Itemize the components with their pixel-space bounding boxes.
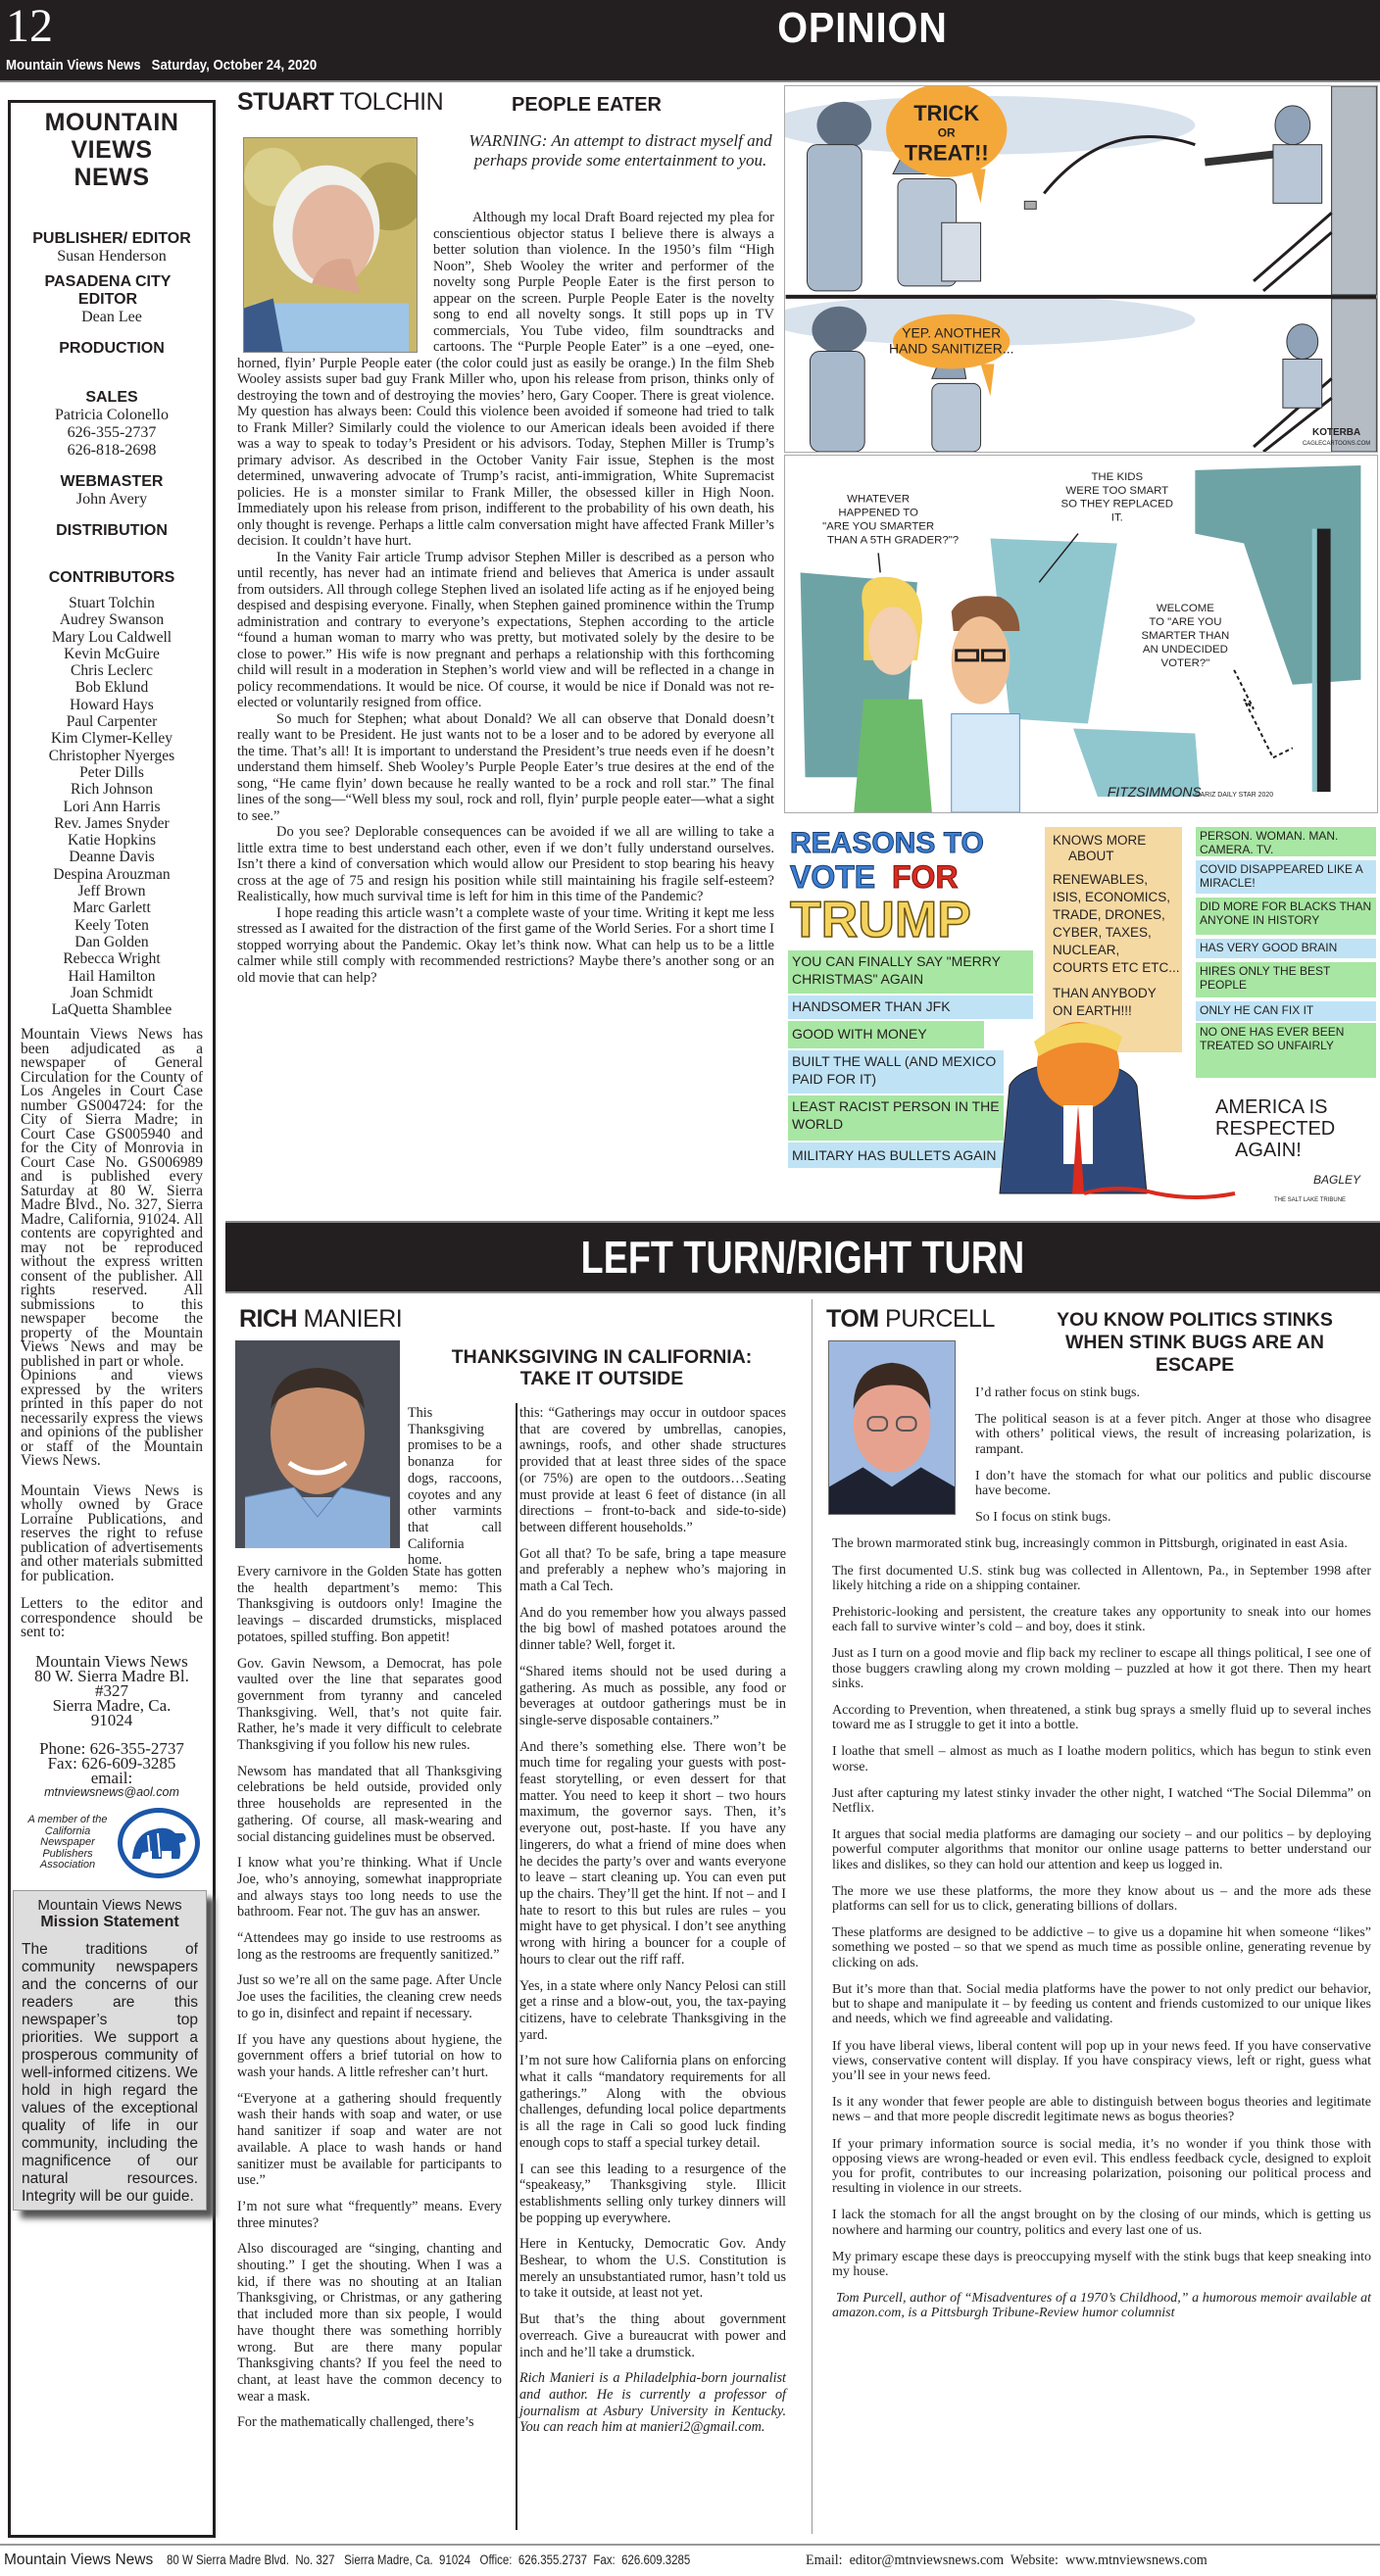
svg-text:TREAT!!: TREAT!! — [904, 140, 989, 166]
contributor-name: Jeff Brown — [77, 883, 146, 900]
contributor-name: Lori Ann Harris — [63, 798, 161, 815]
article-col-2 — [519, 1405, 786, 2446]
svg-text:RENEWABLES,: RENEWABLES, — [1053, 872, 1149, 887]
footer-address: 80 W Sierra Madre Blvd. No. 327 Sierra Madre, Ca. 91024 Office: 626.355.2737 Fax: 626.609.3285 — [167, 2552, 691, 2567]
paragraph: And there’s something else. There won’t be much time for regaling your guests with post-feast storytelling, or even dessert for that matter. You need to keep it short – two hours maximum, the governor says. Then, it’s everyone out, post-haste. If you have any lingerers, do what a friend of mine does when he decides the party’s over and wants everyone to leave – start cleaning up. You can even put up the chairs. They’ll get the hint. If not – and I hate to resort to this but rules are rules – you might have to get physical. I don’t see anything wrong with hiring a bouncer for a couple of hours to clear out the riff raff. — [519, 1738, 786, 1968]
fax: Fax: 626-609-3285 — [47, 1753, 176, 1773]
sidebar-title: MOUNTAIN VIEWS NEWS — [44, 109, 179, 191]
contributor-name: Deanne Davis — [69, 849, 155, 866]
author-bio: Rich Manieri is a Philadelphia-born journalist and author. He is currently a professor of journalism at Asbury University in Kentucky. You can reach him at manieri2@gmail.com. — [519, 2370, 786, 2436]
contributor-name: Katie Hopkins — [68, 832, 156, 850]
paragraph: It argues that social media platforms are damaging our society – and our politics – by deploying powerful computer algorithms that monitor our online usage patterns to better understand our likes and dislikes, so they can hold our attention and keep us logged in. — [832, 1827, 1371, 1872]
paragraph: this: “Gatherings may occur in outdoor spaces that are covered by umbrellas, canopies, awnings, roofs, and other shade structures provided that at least three sides of the space (or 75%) are open to the outdoors…Seating must provide at least 6 feet of distance (in all directions – front-to-back and side-to-side) between different households.” — [519, 1405, 786, 1535]
svg-text:©ARIZ DAILY STAR 2020: ©ARIZ DAILY STAR 2020 — [1195, 792, 1274, 800]
svg-text:RESPECTED: RESPECTED — [1215, 1118, 1336, 1140]
svg-text:WELCOME: WELCOME — [1156, 603, 1214, 615]
cnpa-bear-logo-icon — [118, 1808, 200, 1878]
byline: STUART TOLCHIN — [237, 88, 444, 116]
paragraph: I lack the stomach for all the angst brought on by the closing of our minds, which is getting us nowhere and harming our country, politics and every last one of us. — [832, 2208, 1371, 2238]
cartoonist-signature: KOTERBA — [1312, 427, 1361, 439]
staff-role: PUBLISHER/ EDITOR — [32, 230, 191, 247]
paragraph: The more we use these platforms, the more they know about us – and the more ads these platforms can sell for us to click, generating billions of dollars. — [832, 1883, 1371, 1915]
staff-phone: 626-355-2737 — [67, 424, 157, 441]
masthead — [0, 0, 1380, 82]
svg-text:IT.: IT. — [1110, 511, 1123, 524]
headline: PEOPLE EATER — [512, 94, 662, 116]
paragraph: “Attendees may go inside to use restrooms as long as the restrooms are frequently sanitized.” — [237, 1930, 502, 1963]
contributor-name: Paul Carpenter — [66, 713, 158, 731]
paragraph: Just so we’re all on the same page. After Uncle Joe uses the facilities, the cleaning crew needs to go in, disinfect and repaint if necessary. — [237, 1972, 502, 2021]
staff-role: PASADENA CITY EDITOR — [44, 273, 172, 308]
contributor-name: Howard Hays — [70, 696, 154, 713]
svg-text:FOR: FOR — [892, 859, 959, 895]
paragraph: If you have any questions about hygiene, the government offers a brief tutorial on how to wash your hands. A little refresher can’t hurt. — [237, 2031, 502, 2080]
svg-text:THE KIDS: THE KIDS — [1091, 470, 1144, 483]
contributor-name: Rich Johnson — [71, 781, 153, 799]
contributor-name: Stuart Tolchin — [69, 595, 155, 611]
svg-text:THAN ANYBODY: THAN ANYBODY — [1053, 986, 1157, 1000]
staff-name: Susan Henderson — [57, 248, 167, 265]
paragraph: The political season is at a fever pitch. Anger at those who disagree with others’ political views, the result of increasing polarization, is rampant. — [975, 1412, 1371, 1457]
paragraph: “Shared items should not be used during a gathering. As much as possible, any food or beverages at outdoor gatherings must be in single-serve disposable containers.” — [519, 1663, 786, 1728]
headline: THANKSGIVING IN CALIFORNIA: TAKE IT OUTSIDE — [451, 1346, 753, 1389]
bubble-text: WHATEVER — [847, 493, 911, 506]
svg-text:CAGLECARTOONS.COM: CAGLECARTOONS.COM — [1302, 441, 1371, 448]
cartoon-title: REASONS TO — [790, 827, 984, 859]
paragraph: I’m not sure how California plans on enforcing what it calls “mandatory requirements for all gatherings.” Along with the obvious challenges, defunding local police departments is all the rage in Cali so good luck finding enough cops to staff a special turkey detail. — [519, 2053, 786, 2151]
lead-paragraph: This Thanksgiving promises to be a bonanza for dogs, raccoons, coyotes and any other varmints that call California home. — [408, 1405, 502, 1569]
paragraph: Here in Kentucky, Democratic Gov. Andy Beshear, to whom the U.S. Constitution is merely an unsubstantiated rumor, hasn’t told us to take it outside, at least not yet. — [519, 2236, 786, 2302]
svg-text:OR: OR — [937, 125, 956, 140]
cartoonist-signature: FITZSIMMONS — [1107, 784, 1202, 801]
contributor-name: Despina Arouzman — [53, 865, 171, 883]
contributor-name: Kevin McGuire — [64, 645, 160, 662]
contributor-name: Rev. James Snyder — [54, 814, 170, 832]
svg-text:AGAIN!: AGAIN! — [1235, 1140, 1302, 1161]
svg-text:NUCLEAR,: NUCLEAR, — [1053, 943, 1120, 957]
ownership-notice: Mountain Views News is wholly owned by Grace Lorraine Publications, and reserves the right to refuse publication of advertisements and other materials submitted for publication. — [21, 1482, 203, 1584]
paragraph: Also discouraged are “singing, chanting and shouting.” I get the shouting. When I was a kid, if there was no shouting at an Italian Thanksgiving, or Christmas, or any gathering that included more than six people, I would have thought there was something horribly wrong. But are there many popular Thanksgiving chants? If you feel the need to chant, at least have the common decency to wear a mask. — [237, 2241, 502, 2405]
contributor-name: Rebecca Wright — [63, 950, 161, 968]
adjudication-notice: Mountain Views News has been adjudicated as a newspaper of General Circulation for the County of Los Angeles in Court Case number GS004724: for the City of Sierra Madre; in Court Case GS005940 and for the City of Monrovia in Court Case No. GS006989 and is published every Saturday at 80 W. Sierra Madre Blvd., No. 327, Sierra Madre, California, 91024. All contents are copyrighted and may not be reproduced without the express written consent of the publisher. All rights reserved. All submissions to this newspaper become the property of the Mountain Views News and may be published in part or whole. — [21, 1026, 203, 1370]
contributor-name: Dan Golden — [74, 933, 149, 950]
svg-text:HAND SANITIZER...: HAND SANITIZER... — [888, 340, 1014, 357]
author-bio: Tom Purcell, author of “Misadventures of a 1970’s Childhood,” a humorous memoir available at amazon.com, is a Pittsburgh Tribune-Review humor columnist — [832, 2291, 1371, 2321]
svg-text:TO "ARE YOU: TO "ARE YOU — [1149, 616, 1222, 629]
svg-text:SO THEY REPLACED: SO THEY REPLACED — [1060, 498, 1174, 510]
paragraph: These platforms are designed to be addictive – to give us a dopamine hit when someone “likes” something we posted – so that we spend as much time as possible online, generating revenue by clicking on ads. — [832, 1925, 1371, 1970]
page-footer — [0, 2544, 1380, 2576]
svg-text:HAPPENED TO: HAPPENED TO — [838, 507, 918, 519]
column-divider — [516, 1403, 518, 2530]
paragraph: My primary escape these days is preoccupying myself with the stink bugs that keep sneaking into my house. — [832, 2249, 1371, 2279]
paragraph: For the mathematically challenged, there’s — [237, 2414, 474, 2431]
article-body: Although my local Draft Board rejected my plea for conscientious objector status I believe there is always a better solution than violence. In the 1950’s film “High Noon”, Sheb Wooley the writer and performer of the novelty song Purple People Eater is the first person to appear on the screen. Purple People Eater is the novelty song to end all novelty songs. It still pops up in TV commercials, You Tube video, film soundtracks and cartoons. The “Purple People Eater” is a one –eyed, one-horned, flyin’ Purple People eater (the color could just as easily be orange.) In the film Sheb Wooley assists super bad guy Frank Miller who, upon his release from prison, thinks only of destroying the town and of destroying the movies’ hero, Gary Cooper. There is great violence. My question has always been: Could this violence been avoided if someone had tried to talk to Frank Miller? Similarly could the violence to our American ideals been avoided if there was a way to speak to today’s President or his advisors. Today, Stephen Miller is Trump’s primary advisor. As described in the October Vanity Fair issue, Stephen is the most determined, unwavering advocate of Trump’s racist, anti-immigration, White Supremacist policies. He is a monster similar to Frank Miller, the obsessed killer in High Noon. Immediately upon his release from prison, indifferent to the probability of his own death, his only thought is revenge. Perhaps a little calm conversation might have affected Frank Miller’s decision. It couldn’t have hurt. In the Vanity Fair article Trump advisor Stephen Miller is described as a person who until recently, has never had an intimate friend and believes that America is under assault from outsiders. All through college Stephen lived an isolated life acting as if he enjoyed being despised and despising everyone. Finally, when Stephen gained prominence within the Trump administration and contrary to everyone’s expectations, Stephen according to the article “found a human woman to marry who was pretty, but motivated solely by the desire to be close to power.” His wife is now pregnant and perhaps a relationship with this forthcoming child will result in a moderation in Stephen’s world view and will be reflected in a change in policy recommendations. It would be nice. Of course, it would be nice if Donald was not re-elected or voluntarily resigned from office. So much for Stephen; what about Donald? We all can observe that Donald doesn’t really want to be President. He just wants not to be a loser and to be adored by everyone all the time. That’s all! It is important to understand the President’s true needs even if he doesn’t understand them himself. Sheb Wooley’s Purple People Eater’s true desires at the end of the song, “He came flyin’ down because he really wanted to be a rock and roll star.” The final lines of the song—“Well bless my soul, rock and roll, flyin’ purple people eater—what a sight to see.” Do you see? Deplorable consequences can be avoided if we all are willing to take a little extra time to best understand each other, even if we don’t fully understand ourselves. Isn’t there a kind of conversation which would allow our President to stop bearing his heavy cross at the age of 75 and resign his position while still maintaining his fragile self-esteem? Realistically, how much survival time is left for him in this time of the Pandemic? I hope reading this article wasn’t a complete waste of your time. Writing it kept me less stressed as I awaited for the distraction of the first game of the World Series. For a short time I stopped worrying about the Pandemic. Okay let’s think now. What can help us to be a little calmer while still comply with recommended restrictions? Maybe there’s another song or an old movie that can help? — [237, 210, 774, 986]
paragraph: According to Prevention, when threatened, a stink bug sprays a smelly fluid up to several inches toward me as I struggle to get it into a bottle. — [832, 1703, 1371, 1733]
paragraph: Got all that? To be safe, bring a tape measure and preferably a nephew who’s majoring in math a Cal Tech. — [519, 1545, 786, 1595]
bubble-text: TRICK — [913, 100, 980, 125]
paragraph: Yes, in a state where only Nancy Pelosi can still get a rinse and a blow-out, you, the tax-paying citizens, have to celebrate Thanksgiving in the yard. — [519, 1977, 787, 2043]
staff-phone: 626-818-2698 — [67, 442, 157, 459]
paragraph: Prehistoric-looking and persistent, the creature takes any opportunity to sneak into our homes each fall to survive winter’s cold – and boy, does it stink. — [832, 1605, 1371, 1635]
svg-text:YEP. ANOTHER: YEP. ANOTHER — [902, 324, 1002, 341]
staff-role: PRODUCTION — [59, 340, 165, 357]
paragraph: I can see this leading to a resurgence of the “speakeasy,” Thanksgiving style. Illicit establishments selling only turkey dinners will be popping up everywhere. — [519, 2161, 786, 2226]
paragraph: Newsom has mandated that all Thanksgiving celebrations be held outside, provided only three households are represented in the gathering. Of course, all mask-wearing and social distancing guidelines must be observed. — [237, 1763, 502, 1845]
paragraph: “Everyone at a gathering should frequently wash their hands with soap and water, or use hand sanitizer if soap and water are not available. A place to wash hands or hand sanitizer must be available for participants to use.” — [237, 2090, 502, 2189]
staff-role: WEBMASTER — [60, 473, 164, 490]
svg-text:THE SALT LAKE TRIBUNE: THE SALT LAKE TRIBUNE — [1274, 1197, 1347, 1203]
author-photo-manieri — [235, 1340, 400, 1548]
cartoon-reasons-to-vote: REASONS TO VOTE FOR TRUMP YOU CAN FINALLY SAY "MERRY CHRISTMAS" AGAIN HANDSOMER THAN JFK GOOD WITH MONEY BUILT THE WALL (AND MEXICO PAID FOR IT) LEAST RACIST PERSON IN THE WORLD MILITARY HAS BULLETS AGAIN KNOWS MORE ABOUT RENEWABLES, ISIS, ECONOMICS, TRADE, DRONES, CYBER, TAXES, NUCLEAR, COURTS ETC ETC... THAN ANYBODY ON EARTH!!! PERSON. WOMAN. MAN. CAMERA. TV. COVID DISAPPEARED LIKE A MIRACLE! DID MORE FOR BLACKS THAN ANYONE IN HISTORY HAS VERY GOOD BRAIN HIRES ONLY THE BEST PEOPLE ONLY HE CAN FIX IT NO ONE HAS EVER BEEN TREATED SO UNFAIRLY AMERICA IS RESPECTED AGAIN! BAGLEY THE SALT LAKE TRIBUNE — [784, 821, 1378, 1209]
headline: YOU KNOW POLITICS STINKS WHEN STINK BUGS ARE AN ESCAPE — [1057, 1309, 1333, 1376]
byline: RICH MANIERI — [239, 1305, 403, 1333]
mailing-address: Mountain Views News 80 W. Sierra Madre Bl. #327 Sierra Madre, Ca. 91024 — [34, 1651, 189, 1729]
footer-contact[interactable]: Email: editor@mtnviewsnews.com Website: www.mtnviewsnews.com — [806, 2552, 1208, 2568]
letters-intro: Letters to the editor and correspondence should be sent to: — [21, 1595, 203, 1641]
page-number: 12 — [6, 0, 53, 52]
svg-text:ISIS, ECONOMICS,: ISIS, ECONOMICS, — [1053, 890, 1171, 904]
dateline: Mountain Views News Saturday, October 24, 2020 — [6, 57, 318, 73]
staff-name: John Avery — [75, 491, 148, 508]
staff-role: SALES — [85, 389, 138, 406]
manieri-column — [235, 1299, 794, 2534]
svg-text:COURTS ETC ETC...: COURTS ETC ETC... — [1053, 960, 1180, 975]
staff-role: DISTRIBUTION — [56, 522, 168, 539]
svg-text:AMERICA IS: AMERICA IS — [1215, 1096, 1328, 1118]
paragraph: The brown marmorated stink bug, increasingly common in Pittsburgh, originated in east Asia. — [832, 1536, 1348, 1552]
contributors-heading: CONTRIBUTORS — [48, 569, 175, 586]
cnpa-membership: A member of the California Newspaper Publishers Association — [11, 1808, 213, 1878]
paragraph: I loathe that smell – almost as much as I loathe modern politics, which has begun to stink even worse. — [832, 1744, 1371, 1774]
svg-text:THAN A 5TH GRADER?"?: THAN A 5TH GRADER?"? — [826, 534, 960, 547]
paragraph: I know what you’re thinking. What if Uncle Joe, who’s annoying, somewhat inappropriate and always stays too long needs to use the bathroom. Fear not. The guv has an answer. — [237, 1855, 502, 1920]
cartoon-trick-or-treat — [784, 85, 1378, 453]
staff-name: Patricia Colonello — [55, 407, 169, 423]
paragraph: I don’t have the stomach for what our politics and public discourse have become. — [975, 1468, 1371, 1499]
svg-text:ON EARTH!!!: ON EARTH!!! — [1053, 1003, 1132, 1018]
paragraph: And do you remember how you always passed the big bowl of mashed potatoes around the dinner table? Well, forget it. — [519, 1604, 786, 1654]
paragraph: Gov. Gavin Newsom, a Democrat, has pole vaulted over the line that separates good government from tyranny and canceled Thanksgiving. Well, that’s not quite fair. Rather, he’s made it very difficult to celebrate Thanksgiving if you follow his new rules. — [237, 1655, 502, 1754]
svg-text:"ARE YOU SMARTER: "ARE YOU SMARTER — [822, 520, 935, 533]
svg-text:VOTE: VOTE — [790, 859, 876, 895]
paragraph: Just after capturing my latest stinky invader the other night, I watched “The Social Dilemma” on Netflix. — [832, 1785, 1371, 1817]
contributor-name: Kim Clymer-Kelley — [50, 730, 173, 748]
paragraph: Just as I turn on a good movie and flip back my recliner to escape all things political, I see one of those buggers crawling along my crown molding – puzzled at how it got there. Then my heart sinks. — [832, 1646, 1371, 1691]
contributor-name: Marc Garlett — [73, 899, 151, 917]
mission-statement: Mountain Views News Mission Statement The traditions of community newspapers and the concerns of our readers are this newspaper’s top priorities. We support a prosperous community of well-informed citizens. We hold in high regard the values of the exceptional quality of life in our community, including the magnificence of our natural resources. Integrity will be our guide. — [13, 1890, 207, 2211]
svg-text:WERE TOO SMART: WERE TOO SMART — [1065, 484, 1169, 497]
purcell-column — [812, 1299, 1380, 2534]
contact-info: Phone: 626-355-2737 Fax: 626-609-3285 email: mtnviewsnews@aol.com — [11, 1741, 213, 1800]
contributor-name: Joan Schmidt — [71, 984, 153, 1001]
paragraph: If your primary information source is social media, it’s no wonder if you think those with opposing views are wrong-headed or even evil. This endless feedback cycle, designed to exploit you for profit, contributes to our increasing polarization, poisoning our political process and resulting in violence in our streets. — [832, 2136, 1371, 2197]
svg-text:CYBER, TAXES,: CYBER, TAXES, — [1053, 925, 1152, 940]
staff-sidebar — [8, 100, 216, 2538]
contributor-name: Mary Lou Caldwell — [51, 628, 172, 646]
staff-name: Dean Lee — [81, 309, 142, 325]
svg-text:TRUMP: TRUMP — [790, 892, 971, 948]
cartoonist-signature: BAGLEY — [1313, 1173, 1361, 1187]
section-title: OPINION — [777, 4, 948, 52]
article-body — [832, 1385, 1371, 2333]
paragraph: Is it any wonder that fewer people are able to distinguish between bogus theories and legitimate news – and that more people discredit legitimate news as bogus theories? — [832, 2095, 1371, 2125]
contributor-name: Hail Hamilton — [68, 967, 156, 985]
email-link[interactable]: mtnviewsnews@aol.com — [44, 1784, 179, 1799]
contributor-name: LaQuetta Shamblee — [51, 1001, 172, 1019]
contributor-name: Bob Eklund — [74, 679, 149, 697]
svg-text:AN UNDECIDED: AN UNDECIDED — [1142, 643, 1228, 656]
paragraph: If you have liberal views, liberal content will pop up in your news feed. If you have conservative views, conservative content will display. If you have conspiracy views, left or right, guess what you’ll see in your news feed. — [832, 2038, 1371, 2083]
svg-text:KNOWS MORE: KNOWS MORE — [1053, 833, 1147, 848]
paragraph: But it’s more than that. Social media platforms have the power to not only predict our behavior, but to shape and manipulate it – by feeding us content and friends customized to our unique likes and needs, which we find agreeable and validating. — [832, 1981, 1371, 2027]
opinions-disclaimer: Opinions and views expressed by the writers printed in this paper do not necessarily express the views and opinions of the publisher or staff of the Mountain Views News. — [21, 1367, 203, 1470]
svg-text:TRADE, DRONES,: TRADE, DRONES, — [1053, 907, 1165, 922]
svg-text:VOTER?": VOTER?" — [1160, 656, 1210, 669]
left-turn-right-turn-banner: LEFT TURN/RIGHT TURN — [225, 1221, 1380, 1293]
paragraph: So I focus on stink bugs. — [975, 1510, 1111, 1526]
footer-brand: Mountain Views News — [4, 2552, 154, 2568]
svg-text:ABOUT: ABOUT — [1068, 849, 1114, 863]
phone: Phone: 626-355-2737 — [39, 1738, 184, 1758]
contributors-list — [11, 595, 213, 1018]
cartoon-smarter-than — [784, 455, 1378, 813]
contributor-name: Audrey Swanson — [59, 611, 165, 629]
byline: TOM PURCELL — [826, 1305, 995, 1333]
paragraph: But that’s the thing about government overreach. Give a bureaucrat with power and inch and he’ll take a drumstick. — [519, 2311, 786, 2360]
contributor-name: Christopher Nyerges — [48, 747, 175, 764]
paragraph: I’d rather focus on stink bugs. — [975, 1385, 1140, 1400]
contributor-name: Chris Leclerc — [71, 662, 153, 680]
svg-text:SMARTER THAN: SMARTER THAN — [1141, 629, 1230, 642]
paragraph: I’m not sure what “frequently” means. Every three minutes? — [237, 2198, 502, 2231]
contributor-name: Keely Toten — [74, 916, 149, 934]
paragraph: The first documented U.S. stink bug was collected in Allentown, Pa., in September 1998 after likely hitching a ride on a shipping container. — [832, 1563, 1371, 1593]
paragraph: Every carnivore in the Golden State has gotten the health department’s memo: This Thanksgiving is outdoors only! Imagine the leavings – discarded drumsticks, misplaced potatoes, spilled stuffing. Bon appetit! — [237, 1564, 502, 1645]
contributor-name: Peter Dills — [79, 763, 144, 781]
warning-note: WARNING: An attempt to distract myself and perhaps provide some entertainment to you. — [468, 131, 772, 170]
